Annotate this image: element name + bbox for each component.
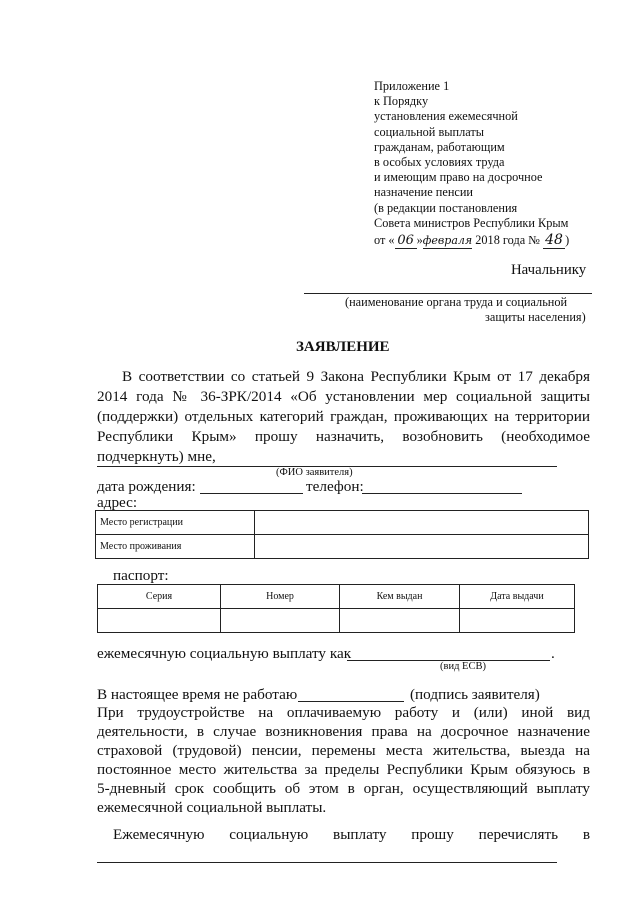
appendix-date-line bbox=[374, 233, 569, 249]
address-value-cell[interactable] bbox=[255, 511, 589, 535]
intro-line: В соответствии со статьей 9 Закона Республики Крым от 17 декабря bbox=[122, 368, 590, 385]
date-suffix: ) bbox=[565, 233, 570, 248]
date-month: февраля bbox=[423, 233, 472, 249]
appendix-line: гражданам, работающим bbox=[374, 139, 505, 154]
page-title: ЗАЯВЛЕНИЕ bbox=[296, 339, 390, 355]
not-working-text: В настоящее время не работаю bbox=[97, 686, 298, 703]
appendix-line: Приложение 1 bbox=[374, 79, 450, 93]
date-day: 06 bbox=[395, 233, 417, 249]
address-label: адрес: bbox=[97, 494, 138, 511]
esv-caption: (вид ЕСВ) bbox=[440, 661, 486, 672]
esv-text: ежемесячную социальную выплату как bbox=[97, 645, 352, 662]
appendix-line: и имеющим право на досрочное bbox=[374, 170, 543, 185]
passport-date-cell[interactable] bbox=[460, 609, 575, 633]
passport-header: Номер bbox=[221, 585, 340, 609]
intro-last-line: подчеркнуть) мне, bbox=[97, 448, 216, 465]
obligation-line: При трудоустройстве на оплачиваемую работу и (или) иной вид bbox=[97, 704, 590, 721]
addressee-title: Начальнику bbox=[511, 262, 587, 278]
appendix-line: Совета министров Республики Крым bbox=[374, 215, 569, 230]
intro-line: (поддержки) отдельных категорий граждан, проживающих на территории bbox=[97, 408, 590, 425]
passport-header: Серия bbox=[98, 585, 221, 609]
signature-caption: (подпись заявителя) bbox=[410, 686, 540, 703]
phone-field[interactable] bbox=[362, 493, 522, 494]
date-prefix: от « bbox=[374, 233, 395, 248]
address-row-label: Место проживания bbox=[96, 535, 255, 559]
passport-issuer-cell[interactable] bbox=[340, 609, 460, 633]
passport-header: Дата выдачи bbox=[460, 585, 575, 609]
addressee-fill-line[interactable] bbox=[304, 293, 592, 294]
esv-end: . bbox=[551, 645, 555, 662]
passport-label: паспорт: bbox=[113, 567, 169, 584]
addressee-caption-1: (наименование органа труда и социальной bbox=[345, 295, 568, 309]
birth-label: дата рождения: bbox=[97, 478, 196, 495]
appendix-line: (в редакции постановления bbox=[374, 200, 518, 215]
table-row bbox=[96, 511, 589, 535]
obligation-line: деятельности, в случае возникновения права на досрочное назначение bbox=[97, 723, 590, 740]
address-value-cell[interactable] bbox=[255, 535, 589, 559]
appendix-line: назначение пенсии bbox=[374, 185, 474, 200]
date-mid: » bbox=[416, 233, 423, 248]
table-row bbox=[98, 585, 575, 609]
obligation-last-line: ежемесячной социальной выплаты. bbox=[97, 799, 327, 816]
obligation-line: 5-дневный срок сообщить об этом в орган, осуществляющий выплату bbox=[97, 780, 590, 797]
obligation-line: страховой (трудовой) пенсии, перемены места жительства, выезда на bbox=[97, 742, 590, 759]
appendix-block bbox=[374, 79, 569, 249]
table-row bbox=[98, 609, 575, 633]
intro-line: Республики Крым» прошу назначить, возобновить (необходимое bbox=[97, 428, 590, 445]
address-row-label: Место регистрации bbox=[96, 511, 255, 535]
passport-series-cell[interactable] bbox=[98, 609, 221, 633]
passport-table bbox=[97, 584, 575, 633]
date-number: 48 bbox=[543, 233, 565, 249]
obligation-line: постоянное место жительства за пределы Республики Крым обязуюсь в bbox=[97, 761, 590, 778]
birth-date-field[interactable] bbox=[200, 493, 303, 494]
transfer-fill-line[interactable] bbox=[97, 862, 557, 863]
phone-label: телефон: bbox=[306, 478, 364, 495]
appendix-line: в особых условиях труда bbox=[374, 155, 505, 170]
appendix-line: установления ежемесячной bbox=[374, 109, 518, 124]
table-row bbox=[96, 535, 589, 559]
addressee-caption-2: защиты населения) bbox=[485, 310, 586, 324]
passport-number-cell[interactable] bbox=[221, 609, 340, 633]
transfer-line: Ежемесячную социальную выплату прошу перечислять в bbox=[113, 826, 590, 843]
appendix-line: социальной выплаты bbox=[374, 124, 485, 139]
signature-field[interactable] bbox=[298, 701, 404, 702]
appendix-line: к Порядку bbox=[374, 94, 429, 109]
date-year: 2018 года № bbox=[475, 233, 540, 248]
intro-line: 2014 года № 36-ЗРК/2014 «Об установлении мер социальной защиты bbox=[97, 388, 590, 405]
address-table bbox=[95, 510, 589, 559]
fio-caption: (ФИО заявителя) bbox=[276, 467, 353, 478]
passport-header: Кем выдан bbox=[340, 585, 460, 609]
